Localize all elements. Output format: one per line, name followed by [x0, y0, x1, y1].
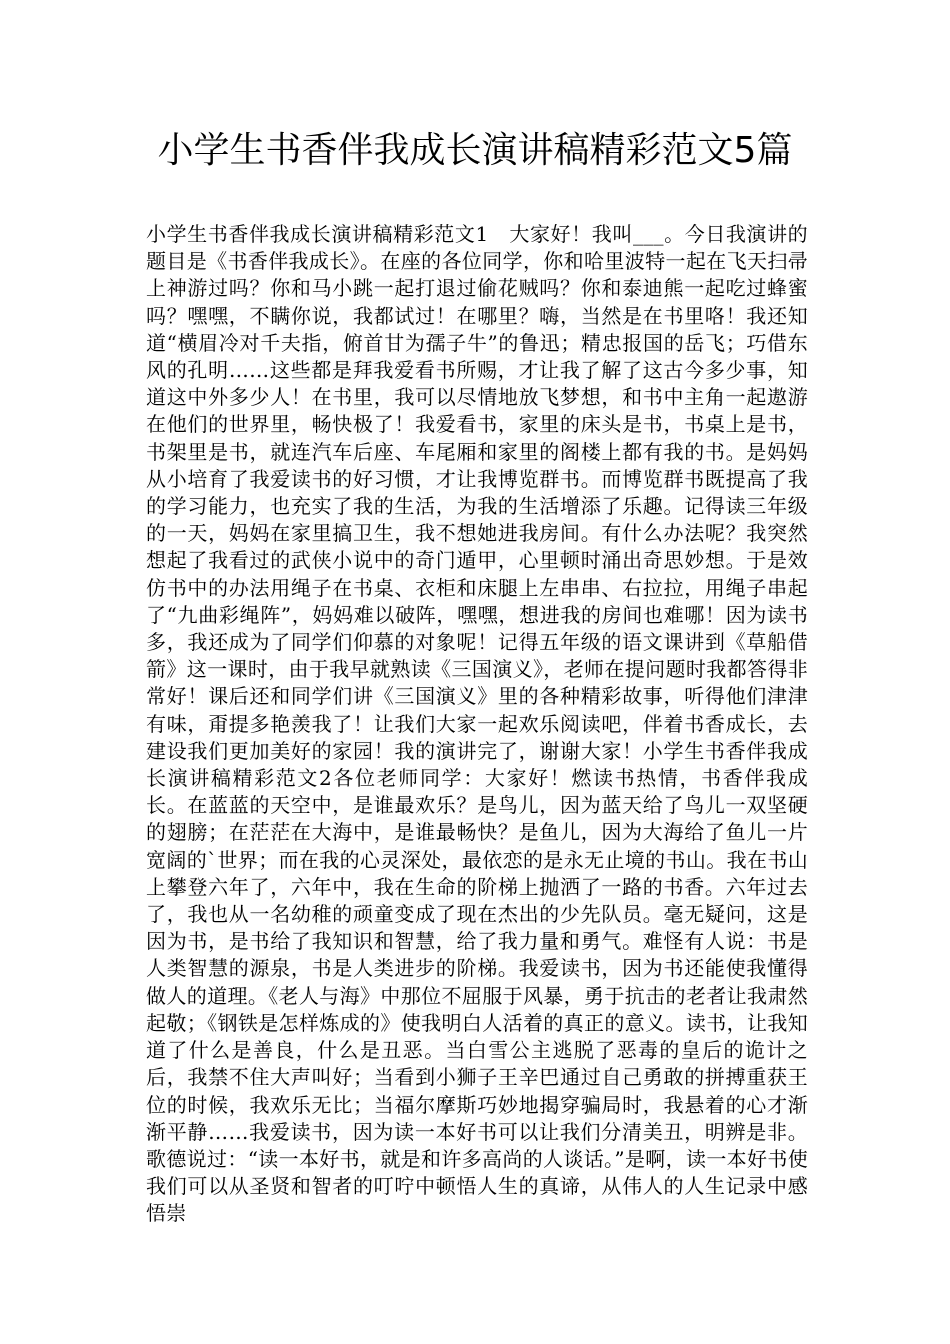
document-body: 小学生书香伴我成长演讲稿精彩范文1 大家好！我叫___。今日我演讲的题目是《书香伴我成长》。在座的各位同学，你和哈里波特一起在飞天扫帚上神游过吗？你和马小跳一起打退过偷花贼吗？你和泰迪熊一起吃过蜂蜜吗？嘿嘿，不瞒你说，我都试过！在哪里？嗨，当然是在书里咯！我还知道“横眉冷对千夫指，俯首甘为孺子牛”的鲁迅；精忠报国的岳飞；巧借东风的孔明……这些都是拜我爱看书所赐，才让我了解了这古今多少事，知道这中外多少人！在书里，我可以尽情地放飞梦想，和书中主角一起遨游在他们的世界里，畅快极了！我爱看书，家里的床头是书，书桌上是书，书架里是书，就连汽车后座、车尾厢和家里的阁楼上都有我的书。是妈妈从小培育了我爱读书的好习惯，才让我博览群书。而博览群书既提高了我的学习能力，也充实了我的生活，为我的生活增添了乐趣。记得读三年级的一天，妈妈在家里搞卫生，我不想她进我房间。有什么办法呢？我突然想起了我看过的武侠小说中的奇门遁甲，心里顿时涌出奇思妙想。于是效仿书中的办法用绳子在书桌、衣柜和床腿上左串串、右拉拉，用绳子串起了“九曲彩绳阵”，妈妈难以破阵，嘿嘿，想进我的房间也难哪！因为读书多，我还成为了同学们仰慕的对象呢！记得五年级的语文课讲到《草船借箭》这一课时，由于我早就熟读《三国演义》，老师在提问题时我都答得非常好！课后还和同学们讲《三国演义》里的各种精彩故事，听得他们津津有味，甭提多艳羡我了！让我们大家一起欢乐阅读吧，伴着书香成长，去建设我们更加美好的家园！我的演讲完了，谢谢大家！小学生书香伴我成长演讲稿精彩范文2各位老师同学：大家好！燃读书热情，书香伴我成长。在蓝蓝的天空中，是谁最欢乐？是鸟儿，因为蓝天给了鸟儿一双坚硬的翅膀；在茫茫在大海中，是谁最畅快？是鱼儿，因为大海给了鱼儿一片宽阔的`世界；而在我的心灵深处，最依恋的是永无止境的书山。我在书山上攀登六年了，六年中，我在生命的阶梯上抛洒了一路的书香。六年过去了，我也从一名幼稚的顽童变成了现在杰出的少先队员。毫无疑问，这是因为书，是书给了我知识和智慧，给了我力量和勇气。难怪有人说：书是人类智慧的源泉，书是人类进步的阶梯。我爱读书，因为书还能使我懂得做人的道理。《老人与海》中那位不屈服于风暴，勇于抗击的老者让我肃然起敬；《钢铁是怎样炼成的》使我明白人活着的真正的意义。读书，让我知道了什么是善良，什么是丑恶。当白雪公主逃脱了恶毒的皇后的诡计之后，我禁不住大声叫好；当看到小狮子王辛巴通过自己勇敢的拼搏重获王位的时候，我欢乐无比；当福尔摩斯巧妙地揭穿骗局时，我悬着的心才渐渐平静……我爱读书，因为读一本好书可以让我们分清美丑，明辨是非。歌德说过：“读一本好书，就是和许多高尚的人谈话。”是啊，读一本好书使我们可以从圣贤和智者的叮咛中顿悟人生的真谛，从伟人的人生记录中感悟崇	[146, 222, 808, 1226]
document-title: 小学生书香伴我成长演讲稿精彩范文5篇	[157, 130, 793, 171]
